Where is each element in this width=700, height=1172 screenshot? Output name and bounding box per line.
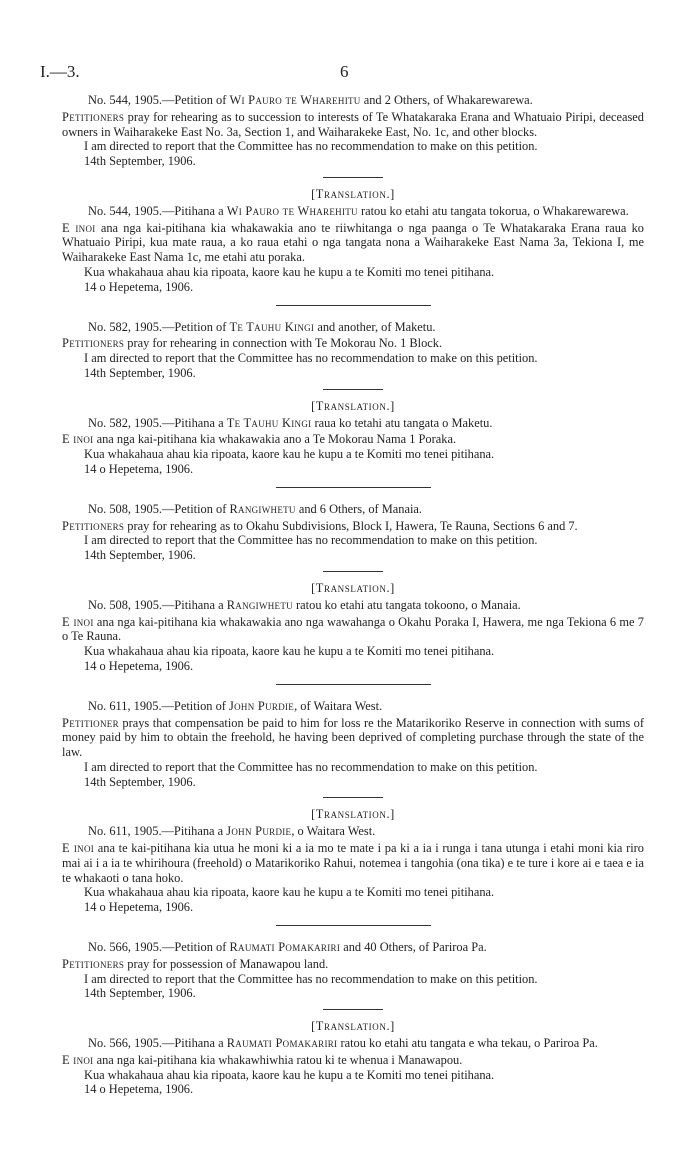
translation-prayer [62, 841, 644, 885]
prayer-text: prays that compensation be paid to him for loss re the Matarikoriko Reserve in connection with sums of money paid by him to obtain the freehold, he having been deprived of completing purchase through the state of the law. [62, 715, 644, 760]
translation-title [62, 1036, 644, 1051]
report-date: 14th September, 1906. [84, 548, 196, 563]
entry-divider [276, 487, 431, 488]
section-divider [323, 1009, 383, 1010]
translation-date: 14 o Hepetema, 1906. [84, 461, 194, 476]
report-date: 14th September, 1906. [84, 154, 196, 169]
petition-prayer [62, 716, 644, 760]
title-suffix: and another, of Maketu. [314, 319, 436, 334]
petition-entry [62, 502, 644, 685]
title-suffix: raua ko tetahi atu tangata o Maketu. [311, 415, 493, 430]
title-prefix: No. 508, 1905.—Pitihana a [88, 597, 227, 612]
title-suffix: ratou ko etahi atu tangata tokorua, o Whakarewarewa. [357, 203, 629, 218]
translation-label: [Translation.] [311, 186, 395, 201]
prayer-text: pray for possession of Manawapou land. [124, 956, 329, 971]
title-prefix: No. 566, 1905.—Pitihana a [88, 1036, 227, 1051]
petition-title [62, 502, 644, 517]
prayer-lead: E inoi [62, 220, 96, 235]
petitioner-name: Wi Pauro te Wharehitu [229, 93, 361, 107]
translation-report: Kua whakahaua ahau kia ripoata, kaore kau he kupu a te Komiti mo tenei pitihana. [84, 1067, 495, 1082]
translation-report: Kua whakahaua ahau kia ripoata, kaore kau he kupu a te Komiti mo tenei pitihana. [84, 885, 495, 900]
translation-title [62, 204, 644, 219]
prayer-lead: E inoi [62, 1052, 94, 1067]
petition-entry [62, 320, 644, 488]
section-divider [323, 797, 383, 798]
prayer-text: ana nga kai-pitihana kia whakawakia ano a Te Mokorau Nama 1 Poraka. [93, 432, 457, 447]
page-number: 6 [340, 62, 349, 81]
title-prefix: No. 566, 1905.—Petition of [88, 940, 230, 955]
translation-report: Kua whakahaua ahau kia ripoata, kaore kau he kupu a te Komiti mo tenei pitihana. [84, 644, 495, 659]
section-divider [323, 389, 383, 390]
petitioner-name: Rangiwhetu [229, 501, 296, 516]
petition-title [62, 93, 644, 108]
section-divider [323, 177, 383, 178]
title-suffix: ratou ko etahi atu tangata tokoono, o Manaia. [292, 597, 521, 612]
prayer-lead: Petitioners [62, 109, 125, 124]
translation-date: 14 o Hepetema, 1906. [84, 900, 194, 915]
prayer-lead: Petitioners [62, 336, 125, 351]
translation-date: 14 o Hepetema, 1906. [84, 279, 194, 294]
petitioner-name: Rangiwhetu [226, 597, 293, 612]
document-reference: I.—3. [40, 62, 80, 81]
translation-prayer [62, 1053, 644, 1068]
translation-date: 14 o Hepetema, 1906. [84, 1082, 194, 1097]
title-suffix: , of Waitara West. [294, 698, 383, 713]
petitioner-name: Te Tauhu Kingi [229, 319, 315, 334]
prayer-text: ana nga kai-pitihana kia whakawhiwhia ratou ki te whenua i Manawapou. [93, 1052, 463, 1067]
petition-prayer [62, 336, 644, 351]
prayer-lead: E inoi [62, 841, 95, 856]
title-suffix: and 6 Others, of Manaia. [295, 501, 422, 516]
prayer-text: ana nga kai-pitihana kia whakawakia ano nga wawahanga o Okahu Poraka I, Hawera, me nga Tekiona 6 me 7 o Te Rauna. [62, 614, 644, 644]
committee-report: I am directed to report that the Committee has no recommendation to make on this petition. [84, 139, 538, 154]
title-suffix: and 2 Others, of Whakarewarewa. [360, 93, 533, 107]
translation-report: Kua whakahaua ahau kia ripoata, kaore kau he kupu a te Komiti mo tenei pitihana. [84, 447, 495, 462]
translation-prayer [62, 221, 644, 265]
petitioner-name: John Purdie [229, 698, 295, 713]
prayer-text: ana nga kai-pitihana kia whakawakia ano te riiwhitanga o nga paanga o Te Whatakaraka Erana raua ko Whatuaio Piripi, kua mate raua, a ko raua etahi o nga tangata nona a Waiharakeke East Nama 3a, Tekiona I, me Waiharakeke East Nama 1c, me etahi atu poraka. [62, 220, 644, 265]
translation-label: [Translation.] [311, 398, 395, 413]
translation-label: [Translation.] [311, 1019, 395, 1034]
title-prefix: No. 611, 1905.—Petition of [88, 698, 229, 713]
prayer-text: pray for rehearing in connection with Te Mokorau No. 1 Block. [124, 336, 443, 351]
petition-title [62, 699, 644, 714]
committee-report: I am directed to report that the Committee has no recommendation to make on this petition. [84, 533, 538, 548]
prayer-text: pray for rehearing as to succession to interests of Te Whatakaraka Erana and Whatuaio Piripi, deceased owners in Waiharakeke East No. 3a, Section 1, and Waiharakeke East, No. 1c, and other blocks. [62, 109, 644, 139]
prayer-lead: Petitioners [62, 518, 125, 533]
prayer-lead: Petitioner [62, 715, 119, 730]
report-date: 14th September, 1906. [84, 774, 196, 789]
translation-prayer [62, 615, 644, 645]
petitioner-name: Te Tauhu Kingi [226, 415, 312, 430]
title-prefix: No. 508, 1905.—Petition of [88, 501, 230, 516]
translation-date: 14 o Hepetema, 1906. [84, 658, 194, 673]
committee-report: I am directed to report that the Committee has no recommendation to make on this petition. [84, 971, 538, 986]
petition-title [62, 940, 644, 955]
petition-prayer [62, 957, 644, 972]
translation-title [62, 416, 644, 431]
title-prefix: No. 611, 1905.—Pitihana a [88, 824, 227, 839]
title-prefix: No. 582, 1905.—Petition of [88, 319, 230, 334]
committee-report: I am directed to report that the Committee has no recommendation to make on this petition. [84, 759, 538, 774]
prayer-lead: Petitioners [62, 956, 125, 971]
petition-entry [62, 93, 644, 306]
committee-report: I am directed to report that the Committee has no recommendation to make on this petition. [84, 351, 538, 366]
entry-divider [276, 305, 431, 306]
report-date: 14th September, 1906. [84, 986, 196, 1001]
translation-label: [Translation.] [311, 580, 395, 595]
prayer-lead: E inoi [62, 614, 94, 629]
page-header [40, 62, 660, 82]
translation-prayer [62, 432, 644, 447]
title-prefix: No. 544, 1905.—Petition of [88, 93, 230, 107]
translation-report: Kua whakahaua ahau kia ripoata, kaore kau he kupu a te Komiti mo tenei pitihana. [84, 264, 495, 279]
petitioner-name: Raumati Pomakariri [229, 940, 341, 955]
translation-title [62, 824, 644, 839]
entry-divider [276, 684, 431, 685]
petition-entry [62, 940, 644, 1097]
prayer-text: pray for rehearing as to Okahu Subdivisions, Block I, Hawera, Te Rauna, Sections 6 and 7. [124, 518, 578, 533]
petition-entry [62, 699, 644, 926]
petition-prayer [62, 110, 644, 140]
petitioner-name: John Purdie [226, 824, 292, 839]
translation-label: [Translation.] [311, 807, 395, 822]
title-suffix: and 40 Others, of Pariroa Pa. [340, 940, 487, 955]
petitioner-name: Wi Pauro te Wharehitu [226, 203, 358, 218]
petitions-list [62, 93, 644, 1107]
prayer-lead: E inoi [62, 432, 94, 447]
prayer-text: ana te kai-pitihana kia utua he moni ki a ia mo te mate i pa ki a ia i runga i tana utunga i etahi moni kia riro mai ai i a ia te whirihoura (freehold) o Matarikoriko Rahui, notemea i tangohia (ona tika) e te ture i kore ai e taea e ia te whakaoti o tana hoko. [62, 841, 644, 885]
entry-divider [276, 925, 431, 926]
petition-prayer [62, 519, 644, 534]
title-prefix: No. 544, 1905.—Pitihana a [88, 203, 227, 218]
translation-title [62, 598, 644, 613]
petition-title [62, 320, 644, 335]
title-suffix: ratou ko etahi atu tangata e wha tekau, o Pariroa Pa. [337, 1036, 598, 1051]
section-divider [323, 571, 383, 572]
report-date: 14th September, 1906. [84, 365, 196, 380]
title-suffix: , o Waitara West. [291, 824, 376, 839]
title-prefix: No. 582, 1905.—Pitihana a [88, 415, 227, 430]
petitioner-name: Raumati Pomakariri [226, 1036, 338, 1051]
